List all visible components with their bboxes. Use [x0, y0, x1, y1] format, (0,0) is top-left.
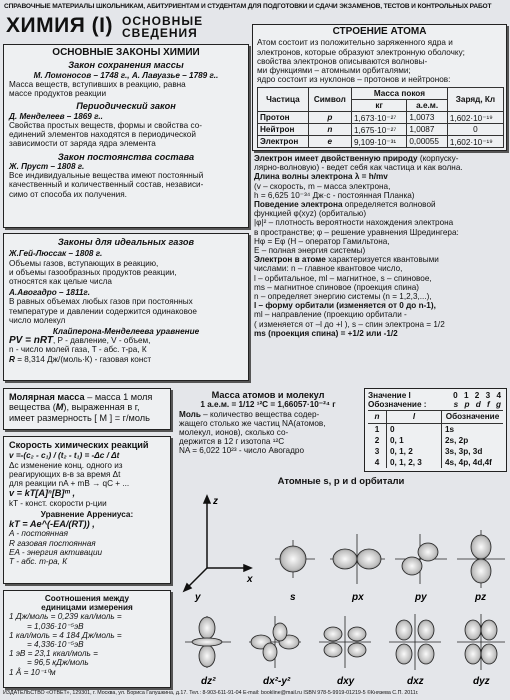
- units-box: [3, 590, 171, 688]
- unit-calmol-ev: = 4,336·10⁻⁵эВ: [27, 640, 84, 650]
- const-law-text-2: качественный и количественный состав, независи-: [9, 180, 204, 190]
- pz-orbital-icon: [457, 530, 505, 588]
- const-law-text-3: симо от способа их получения.: [9, 189, 127, 199]
- units-title-2: единицами измерения: [41, 603, 133, 613]
- rate-eq-1: v =-(c₂ - c₁) / (t₂ - t₁) = -Δc / Δt: [9, 451, 120, 461]
- electron-line-20: ms (проекция спина) = +1/2 или -1/2: [254, 328, 398, 338]
- gay-lussac-text-2: и объемы газообразных продуктов реакции,: [9, 267, 177, 277]
- qn-l: 0, 1, 2, 3: [387, 457, 442, 468]
- clapeyron-r-line: [9, 355, 243, 364]
- atom-intro-4: ми функциями – атомными орбиталями;: [257, 66, 411, 76]
- header-top-line: СПРАВОЧНЫЕ МАТЕРИАЛЫ ШКОЛЬНИКАМ, АБИТУРИЕНТАМ И СТУДЕНТАМ ДЛЯ ПОДГОТОВКИ И СДАЧИ ЭКЗАМЕНОВ, ТЕСТОВ И КОНТРОЛЬНЫХ РАБОТ: [4, 3, 492, 10]
- molar-symbol: M: [55, 402, 64, 413]
- molar-def-2b: ), выраженная в г,: [63, 402, 140, 413]
- rate-line-4: для реакции nA + mB → qC + ...: [9, 479, 130, 489]
- orbitals-figure: [175, 488, 508, 688]
- dxz-orbital-icon: [389, 614, 441, 670]
- amu-line-3: молекул, ионов), сколько со-: [179, 428, 289, 438]
- dyz-orbital-icon: [457, 614, 505, 670]
- particle-name: Протон: [258, 112, 309, 124]
- atom-title: СТРОЕНИЕ АТОМА: [332, 26, 427, 37]
- th-kg: кг: [351, 100, 406, 112]
- arrhenius-r: R газовая постоянная: [9, 538, 96, 548]
- page-subtitle-2: СВЕДЕНИЯ: [122, 26, 198, 40]
- rate-title: Скорость химических реакций: [9, 440, 149, 450]
- qn-table: [368, 411, 503, 468]
- qn-d: 1s: [445, 424, 455, 434]
- page-title: ХИМИЯ (I): [6, 14, 113, 37]
- clapeyron-text-2: n - число молей газа, T - абс. т-ра, К: [9, 345, 147, 355]
- electron-line-19: ( изменяется от –l до +l ), s – спин электрона = 1/2: [254, 319, 445, 329]
- const-law-title: Закон постоянства состава: [57, 151, 195, 162]
- atom-intro-5: ядро состоит из нуклонов – протонов и нейтронов:: [257, 75, 451, 85]
- particle-charge: 0: [447, 124, 503, 136]
- th-charge: Заряд, Кл: [447, 88, 503, 112]
- electron-line-6b: определяется волновой: [342, 200, 436, 210]
- qn-h-d: Обозначение: [442, 411, 504, 423]
- molar-line-2: [9, 402, 165, 412]
- rate-line-3: реагирующих в-в за время Δt: [9, 469, 121, 479]
- molar-mass-box: [3, 388, 171, 430]
- qn-box: [364, 388, 507, 472]
- electron-section: [254, 154, 508, 384]
- axis-x-label: x: [247, 574, 253, 585]
- table-row: [368, 423, 503, 435]
- qn-n: 2: [368, 435, 387, 446]
- particle-kg: 1,673·10⁻²⁷: [351, 112, 406, 124]
- table-row: [368, 435, 503, 446]
- electron-line-1b: (корпуску-: [417, 154, 459, 163]
- s-orbital-icon: [275, 540, 315, 578]
- rate-line-5: kT - конст. скорости р-ции: [9, 498, 107, 508]
- particle-charge: 1,602·10⁻¹⁹: [447, 136, 503, 148]
- electron-line-13: числами: n – главное квантовое число,: [254, 264, 403, 274]
- qn-n: 4: [368, 457, 387, 468]
- arrhenius-eq: kT = Ae^(-EA/(RT)) ,: [9, 519, 95, 530]
- particle-kg: 1,675·10⁻²⁷: [351, 124, 406, 136]
- electron-line-15: ms – магнитное спиновое (проекция спина): [254, 282, 420, 292]
- electron-behavior: Поведение электрона: [254, 200, 343, 210]
- clapeyron-eq-line: [9, 336, 243, 345]
- mass-law-text-1: Масса веществ, вступивших в реакцию, равна: [9, 80, 186, 90]
- clapeyron-text-3: = 8,314 Дж/(моль·К) - газовая конст: [14, 354, 152, 364]
- particle-symbol: n: [308, 124, 351, 136]
- qn-l-label: Значение l: [368, 391, 411, 400]
- particle-amu: 1,0073: [407, 112, 448, 124]
- periodic-law-text-2: единений элементов находятся в периодической: [9, 130, 196, 140]
- molar-line-3: имеет размерность [ M ] = г/моль: [9, 412, 150, 423]
- rate-eq-2: v = kT[A]ⁿ[B]ᵐ ,: [9, 488, 76, 499]
- rate-line-2: Δc изменение конц. одного из: [9, 460, 123, 470]
- th-symbol: Символ: [308, 88, 351, 112]
- electron-line-6: [254, 200, 508, 209]
- particle-amu: 0,00055: [407, 136, 448, 148]
- atom-intro-2: электронов, которые образуют электронную оболочку;: [257, 47, 465, 57]
- avogadro-text-1: В равных объемах любых газов при постоянных: [9, 297, 193, 307]
- units-title-1: Соотношения между: [44, 594, 130, 603]
- axis-z-label: z: [213, 496, 218, 507]
- particle-symbol: p: [308, 112, 351, 124]
- th-amu: а.е.м.: [407, 100, 448, 112]
- particle-amu: 1,0087: [407, 124, 448, 136]
- particle-table: [257, 87, 504, 148]
- amu-line-1: [179, 410, 357, 419]
- amu-box: [175, 388, 361, 472]
- molar-term: Молярная масса: [9, 392, 85, 402]
- particle-kg: 9,109·10⁻³¹: [351, 136, 406, 148]
- dx2y2-orbital-icon: [249, 616, 301, 668]
- amu-line-4: держится в 12 г изотопа ¹²C: [179, 437, 285, 447]
- electron-line-12: [254, 255, 508, 264]
- particle-symbol: e: [308, 136, 351, 148]
- page-subtitle-1: ОСНОВНЫЕ: [122, 14, 204, 28]
- amu-line-2: жащего столько же частиц NA(атомов,: [179, 418, 326, 428]
- arrhenius-ea: EA - энергия активации: [9, 547, 103, 557]
- laws-box: [3, 44, 249, 228]
- periodic-law-author: Д. Менделеев – 1869 г..: [9, 111, 103, 121]
- unit-ev-kj: = 96,5 кДж/моль: [27, 658, 89, 668]
- qn-d-values: s p d f g: [453, 400, 503, 410]
- footer: ИЗДАТЕЛЬСТВО «ОТВЕТ», 129301, г. Москва, ул. Бориса Галушкина, д.17. Тел.: 8-903-611-91-04 E-mail: bookline@mail.ru ISBN 978-5-9919-01219-5 ©Князева С.П. 2011г.: [3, 690, 419, 696]
- qn-l: 0: [387, 423, 442, 435]
- qn-n: 1: [368, 423, 387, 435]
- unit-ev: 1 эВ = 23,1 ккал/моль =: [9, 649, 98, 659]
- unit-angstrom: 1 Å = 10⁻¹⁰м: [9, 667, 56, 677]
- electron-in-atom: Электрон в атоме: [254, 255, 326, 265]
- table-row: [258, 112, 504, 124]
- electron-line-14: l – орбитальное, ml – магнитное, s – спиновое,: [254, 273, 432, 283]
- dyz-label: dyz: [473, 676, 490, 687]
- gas-laws-box: [3, 233, 249, 381]
- electron-line-12b: характеризуется квантовыми: [325, 255, 439, 265]
- qn-d-label: Обозначение :: [368, 400, 427, 410]
- dz2-label: dz²: [201, 676, 216, 687]
- particle-charge: 1,602·10⁻¹⁹: [447, 112, 503, 124]
- unit-calmol: 1 кал/моль = 4 184 Дж/моль =: [9, 630, 122, 640]
- mass-law-title: Закон сохранения массы: [68, 60, 184, 71]
- gas-laws-title: Законы для идеальных газов: [57, 237, 195, 247]
- px-label: px: [352, 592, 364, 603]
- amu-line-1b: – количество вещества содер-: [200, 409, 320, 419]
- dxz-label: dxz: [407, 676, 424, 687]
- th-particle: Частица: [258, 88, 309, 112]
- qn-h-l: l: [387, 411, 442, 423]
- avogadro-text-3: число молекул: [9, 315, 66, 325]
- py-orbital-icon: [395, 534, 447, 584]
- laws-title: ОСНОВНЫЕ ЗАКОНЫ ХИМИИ: [52, 47, 200, 58]
- mass-law-text-2: массе продуктов реакции: [9, 89, 107, 99]
- px-orbital-icon: [330, 534, 385, 584]
- electron-line-7: функцией φ(xyz) (орбиталью): [254, 209, 367, 219]
- unit-jmol-ev: = 1,036·10⁻⁵эВ: [27, 621, 84, 631]
- periodic-law-title: Периодический закон: [76, 101, 176, 112]
- molar-line-1: [9, 392, 165, 402]
- unit-jmol: 1 Дж/моль = 0,239 кал/моль =: [9, 612, 122, 622]
- clapeyron-r: R: [9, 354, 15, 364]
- table-row: [368, 457, 503, 468]
- const-law-text-1: Все индивидуальные вещества имеют постоянный: [9, 171, 204, 181]
- qn-h-n: n: [368, 411, 387, 423]
- arrhenius-a: A - постоянная: [9, 529, 68, 539]
- electron-line-9: в пространстве; φ – решение уравнения Шредингера:: [254, 227, 459, 237]
- dxy-label: dxy: [337, 676, 355, 687]
- table-row: [368, 446, 503, 457]
- electron-line-1: [254, 154, 508, 163]
- qn-d-row: [368, 400, 503, 411]
- electron-line-5: h = 6,625 10⁻³⁴ Дж·с - постоянная Планка): [254, 190, 415, 200]
- particle-name: Электрон: [258, 136, 309, 148]
- rate-box: [3, 436, 171, 584]
- amu-title: Масса атомов и молекул: [211, 390, 325, 400]
- qn-n: 3: [368, 446, 387, 457]
- clapeyron-title: Клайперона-Менделеева уравнение: [52, 327, 200, 337]
- atom-box: [252, 24, 507, 151]
- table-row: [258, 124, 504, 136]
- periodic-law-text-3: зависимости от заряда ядра элемента: [9, 139, 156, 149]
- electron-line-4: (v – скорость, m – масса электрона,: [254, 181, 391, 191]
- mole-term: Моль: [179, 409, 201, 419]
- avogadro-text-2: температуре и давлении содержится одинаковое: [9, 306, 197, 316]
- avogadro-author: А.Авогадро – 1811г.: [9, 288, 90, 298]
- qn-l: 0, 1: [387, 435, 442, 446]
- dz2-orbital-icon: [185, 616, 231, 668]
- electron-line-10: Hφ = Eφ (H – оператор Гамильтона,: [254, 236, 390, 246]
- th-mass: Масса покоя: [351, 88, 447, 100]
- atom-intro-1: Атом состоит из положительно заряженного ядра и: [257, 38, 453, 48]
- electron-dual-nature: Электрон имеет двойственную природу: [254, 154, 418, 163]
- clapeyron-text-1: , P - давление, V - объем,: [53, 336, 151, 346]
- particle-name: Нейтрон: [258, 124, 309, 136]
- gay-lussac-text-3: относятся как целые числа: [9, 277, 112, 287]
- arrhenius-t: T - абс. т-ра, К: [9, 557, 68, 567]
- electron-line-18: ml – направление (проекцию орбитали -: [254, 310, 407, 320]
- periodic-law-text-1: Свойства простых веществ, формы и свойства со-: [9, 121, 202, 131]
- py-label: py: [415, 592, 427, 603]
- gay-lussac-text-1: Объемы газов, вступающих в реакцию,: [9, 258, 159, 268]
- gay-lussac-author: Ж.Гей-Люссак – 1808 г.: [9, 249, 103, 259]
- dx2y2-label: dx²-y²: [263, 676, 291, 687]
- mass-law-authors: М. Ломоносов – 1748 г., А. Лавуазье – 1789 г..: [33, 70, 219, 80]
- axes-icon: [184, 496, 251, 591]
- qn-l: 0, 1, 2: [387, 446, 442, 457]
- clapeyron-equation: PV = nRT: [9, 335, 53, 347]
- molar-def-1: – масса 1 моля: [84, 392, 153, 402]
- const-law-author: Ж. Пруст – 1808 г.: [9, 162, 85, 172]
- table-row: [258, 136, 504, 148]
- qn-d: 2s, 2p: [445, 435, 469, 445]
- s-label: s: [290, 592, 296, 603]
- electron-line-2: лярно-волновую) - ведет себя как частица и как волна.: [254, 163, 463, 173]
- orbitals-title: Атомные s, p и d орбитали: [277, 476, 405, 487]
- amu-line-5: NA = 6,022 10²³ - число Авогадро: [179, 446, 304, 456]
- qn-d: 4s, 4p, 4d,4f: [445, 458, 492, 468]
- molar-def-2a: вещества (: [9, 402, 56, 413]
- amu-eq: 1 а.е.м. = 1/12 ¹²C = 1,66057·10⁻²⁴ г: [200, 400, 336, 410]
- qn-d: 3s, 3p, 3d: [445, 447, 483, 457]
- arrhenius-title: Уравнение Аррениуса:: [40, 509, 134, 519]
- electron-line-11: E – полная энергия системы): [254, 246, 366, 256]
- qn-l-values: 0 1 2 3 4: [453, 391, 503, 400]
- electron-line-8: |φ|² – плотность вероятности нахождения электрона: [254, 218, 454, 228]
- dxy-orbital-icon: [319, 616, 371, 668]
- electron-line-16: n – определяет энергию системы (n = 1,2,3,...),: [254, 292, 432, 302]
- qn-l-row: [368, 391, 503, 400]
- electron-line-3: Длина волны электрона λ = h/mv: [254, 172, 388, 182]
- atom-intro-3: свойства электронов описываются волновы-: [257, 56, 428, 66]
- axis-y-label: y: [195, 592, 201, 603]
- pz-label: pz: [475, 592, 487, 603]
- electron-line-17: l – форму орбитали (изменяется от 0 до n-1),: [254, 301, 436, 311]
